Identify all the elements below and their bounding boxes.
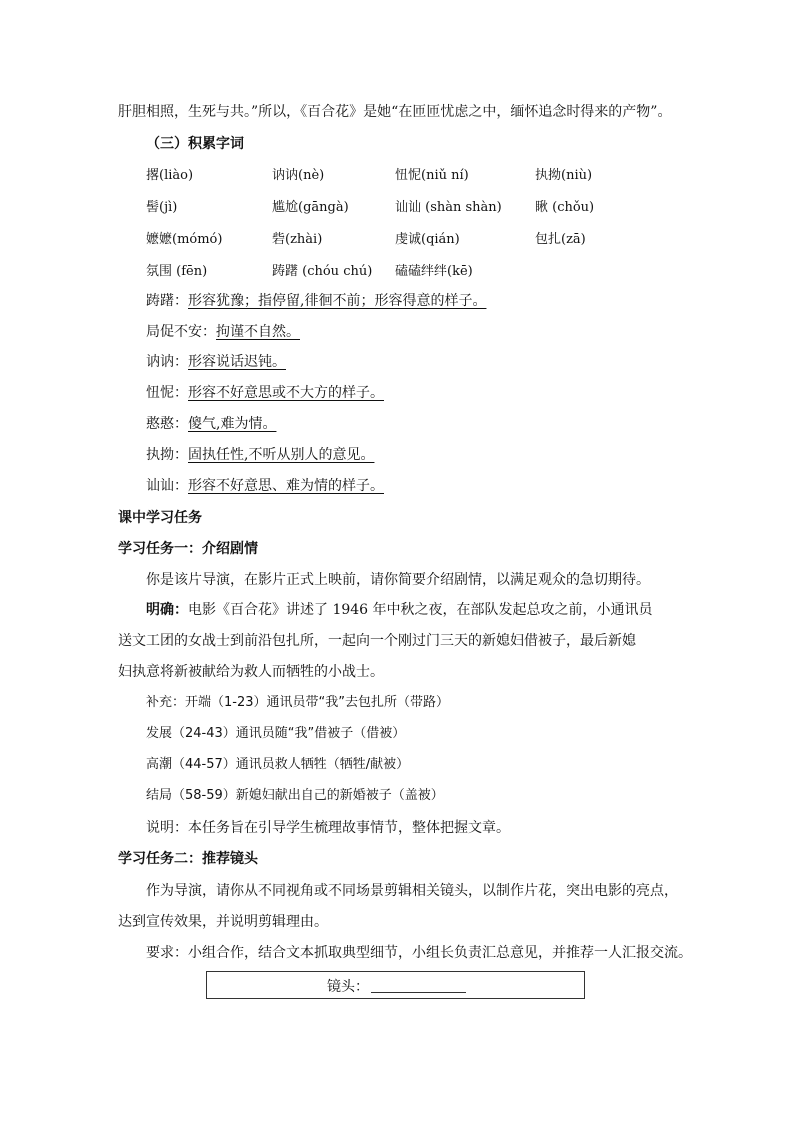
shot-label: 镜头： [327,979,369,995]
task2-prompt-line: 达到宣传效果，并说明剪辑理由。 [118,914,328,930]
definition-text: 形容说话迟钝。 [188,354,286,370]
vocab-row [146,164,666,184]
definition-term: 局促不安： [146,324,216,340]
task1-title: 学习任务一：介绍剧情 [118,541,258,557]
shot-blank-line[interactable] [371,992,466,993]
definition-term: 忸怩： [146,385,188,401]
definition-text: 形容不好意思或不大方的样子。 [188,385,384,401]
definition-line [146,352,286,372]
section3-title: （三）积累字词 [146,136,244,152]
task2-requirement: 要求：小组合作，结合文本抓取典型细节，小组长负责汇总意见，并推荐一人汇报交流。 [146,945,692,961]
vocab-row [146,196,666,216]
vocab-item: 讷讷(nè) [272,168,325,183]
vocab-item: 氛围 (fēn) [146,264,208,279]
definition-term: 执拗： [146,447,188,463]
vocab-item: 包扎(zā) [535,232,586,247]
vocab-item: 瞅 (chǒu) [535,200,595,215]
definition-line [146,445,374,465]
definition-text: 形容不好意思、难为情的样子。 [188,478,384,494]
vocab-item: 砦(zhài) [272,232,323,247]
definition-term: 讷讷： [146,354,188,370]
supplement-line: 结局（58-59）新媳妇献出自己的新婚被子（盖被） [146,788,444,803]
definition-line [146,383,384,403]
definition-text: 拘谨不自然。 [216,324,300,340]
vocab-row [146,260,666,280]
definition-line [146,322,300,342]
supplement-line: 发展（24-43）通讯员随“我”借被子（借被） [146,726,406,741]
task1-answer-line [146,600,653,620]
task2-title: 学习任务二：推荐镜头 [118,851,258,867]
task1-answer-line: 送文工团的女战士到前沿包扎所，一起向一个刚过门三天的新媳妇借被子，最后新媳 [118,633,636,649]
definition-line [146,476,384,496]
vocab-item: 讪讪 (shàn shàn) [395,200,502,215]
task1-prompt: 你是该片导演，在影片正式上映前，请你简要介绍剧情，以满足观众的急切期待。 [146,572,650,588]
answer-label: 明确： [146,602,188,618]
shot-answer-box [206,971,585,999]
supplement-line: 补充：开端（1-23）通讯员带“我”去包扎所（带路） [146,695,449,710]
vocab-item: 执拗(niù) [535,168,593,183]
vocab-item: 磕磕绊绊(kē) [395,264,473,279]
definition-line [146,414,276,434]
vocab-item: 髻(jì) [146,200,178,215]
task1-answer-line: 妇执意将新被献给为救人而牺牲的小战士。 [118,664,384,680]
class-tasks-heading: 课中学习任务 [118,510,202,526]
definition-term: 讪讪： [146,478,188,494]
answer-text: 电影《百合花》讲述了 1946 年中秋之夜，在部队发起总攻之前，小通讯员 [188,602,653,618]
supplement-line: 高潮（44-57）通讯员救人牺牲（牺牲/献被） [146,757,410,772]
task1-note: 说明：本任务旨在引导学生梳理故事情节，整体把握文章。 [146,820,510,836]
task2-prompt-line: 作为导演，请你从不同视角或不同场景剪辑相关镜头，以制作片花，突出电影的亮点， [146,883,678,899]
definition-line [146,291,486,311]
vocab-item: 撂(liào) [146,168,194,183]
vocab-item: 忸怩(niǔ ní) [395,168,469,183]
vocab-row [146,228,666,248]
vocab-item: 尴尬(gāngà) [272,200,349,215]
vocab-item: 虔诚(qián) [395,232,460,247]
definition-text: 固执任性,不听从别人的意见。 [188,447,375,463]
intro-line: 肝胆相照，生死与共。”所以，《百合花》是她“在匝匝忧虑之中，缅怀追念时得来的产物”。 [118,104,672,120]
definition-term: 憨憨： [146,416,188,432]
definition-text: 傻气,难为情。 [188,416,277,432]
definition-term: 踌躇： [146,293,188,309]
definition-text: 形容犹豫；指停留,徘徊不前；形容得意的样子。 [188,293,487,309]
vocab-item: 嬷嬷(mómó) [146,232,223,247]
vocab-item: 踌躇 (chóu chú) [272,264,373,279]
